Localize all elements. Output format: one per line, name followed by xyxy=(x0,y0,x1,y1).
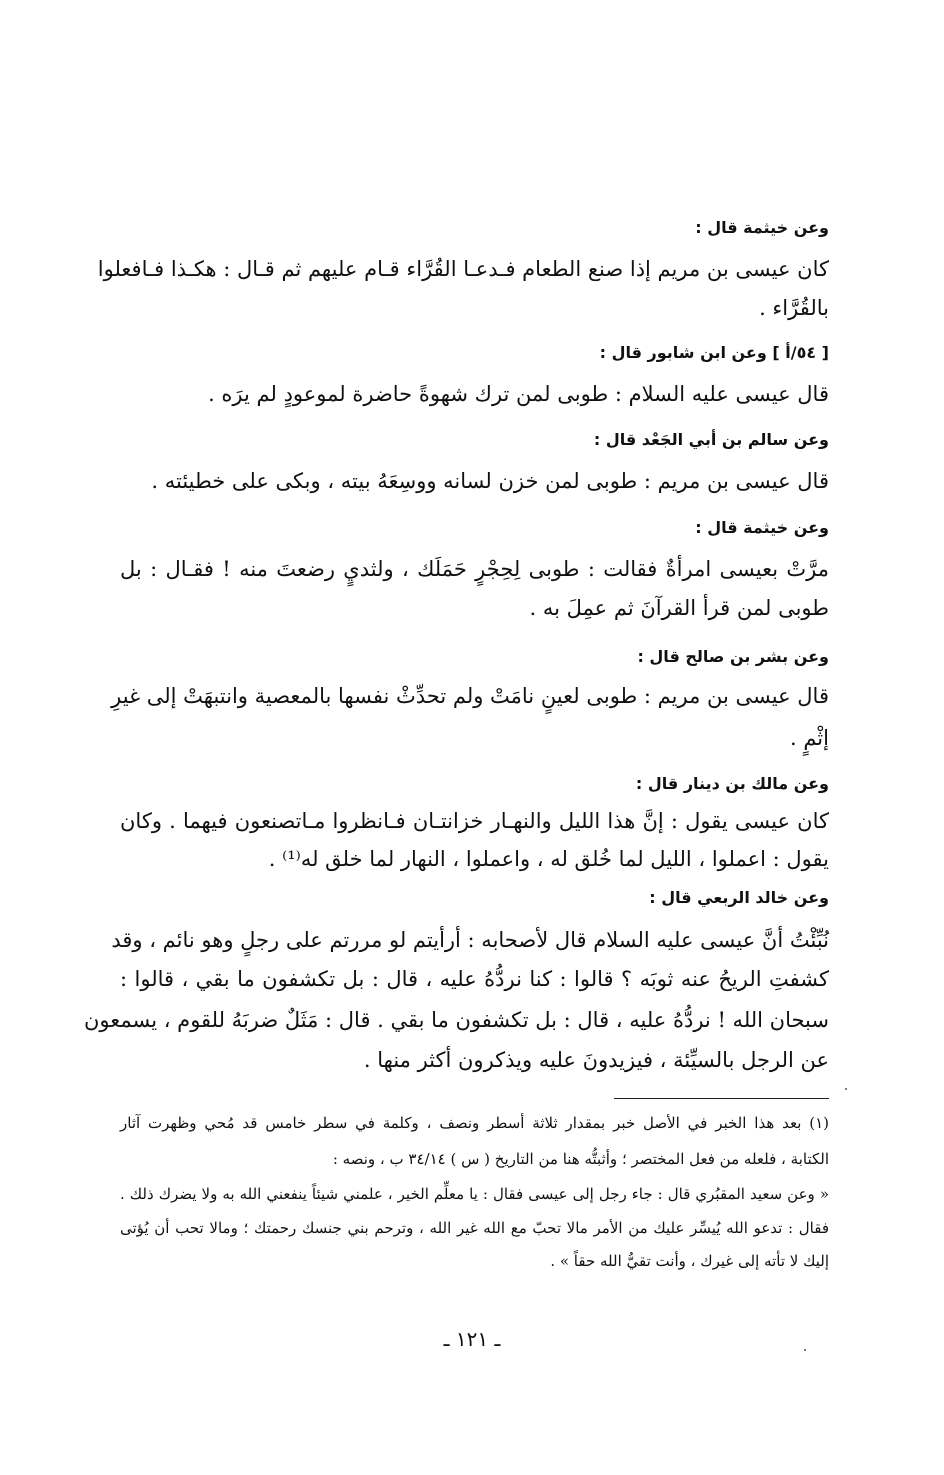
footnote-line: « وعن سعيد المقبُري قال : جاء رجل إلى عيسى فقال : يا معلِّم الخير ، علمني شيئاً ينفعني الله به ولا يضرك ذلك . xyxy=(120,1185,829,1203)
body-line: كان عيسى يقول : إنَّ هذا الليل والنهـار خزانتـان فـانظروا مـاتصنعون فيهما . وكان xyxy=(120,809,829,833)
body-line: كشفتِ الريحُ عنه ثوبَه ؟ قالوا : كنا نردُّهُ عليه ، قال : بل تكشفون ما بقي ، قالوا : xyxy=(120,967,829,991)
body-line: قال عيسى عليه السلام : طوبى لمن ترك شهوةً حاضرة لموعودٍ لم يرَه . xyxy=(208,382,829,406)
body-line: إثْمٍ . xyxy=(789,726,829,750)
footnote-line: الكتابة ، فلعله من فعل المختصر ؛ وأثبتُّه هنا من التاريخ ( س ) ٣٤/١٤ ب ، ونصه : xyxy=(332,1150,829,1168)
section-heading: وعن بشر بن صالح قال : xyxy=(637,647,829,666)
footnote-line: إليك لا تأته إلى غيرك ، وأنت تقيُّ الله حقاً » . xyxy=(550,1252,829,1270)
scan-speck xyxy=(845,1088,847,1090)
body-line: بالقُرَّاء . xyxy=(759,296,829,320)
section-heading: [ ٥٤/أ ] وعن ابن شابور قال : xyxy=(599,343,829,362)
body-line: قال عيسى بن مريم : طوبى لعينٍ نامَتْ ولم تحدِّثْ نفسها بالمعصية وانتبهَتْ إلى غيرِ xyxy=(111,684,829,708)
footnote-line: فقال : تدعو الله يُيسِّر عليك من الأمر مالا تحبّ مع الله غير الله ، وترحم بني جنسك رحمتك ؛ ومالا تحب أن يُؤتى xyxy=(120,1219,829,1237)
page-number: ـ ١٢١ ـ xyxy=(443,1327,501,1351)
footnote-line: (١) بعد هذا الخبر في الأصل خبر بمقدار ثلاثة أسطر ونصف ، وكلمة في سطر خامس قد مُحي وظهرت آثار xyxy=(120,1114,829,1132)
section-heading: وعن سالم بن أبي الجَعْد قال : xyxy=(593,430,829,449)
section-heading: وعن خالد الربعي قال : xyxy=(649,888,829,907)
section-heading: وعن خيثمة قال : xyxy=(695,518,829,537)
body-line: يقول : اعملوا ، الليل لما خُلق له ، واعملوا ، النهار لما خلق له⁽¹⁾ . xyxy=(268,847,829,871)
body-line: قال عيسى بن مريم : طوبى لمن خزن لسانه ووسِعَهُ بيته ، وبكى على خطيئته . xyxy=(151,469,829,493)
body-line: سبحان الله ! نردُّهُ عليه ، قال : بل تكشفون ما بقي . قال : مَثَلٌ ضربَهُ للقوم ، يسمعون xyxy=(83,1008,829,1032)
body-line: نُبِّئْتُ أنَّ عيسى عليه السلام قال لأصحابه : أرأيتم لو مررتم على رجلٍ وهو نائم ، وقد xyxy=(111,928,829,952)
body-line: عن الرجل بالسيِّئة ، فيزيدونَ عليه ويذكرون أكثر منها . xyxy=(363,1048,829,1072)
scan-speck xyxy=(804,1349,806,1351)
footnote-separator xyxy=(614,1098,829,1099)
body-line: طوبى لمن قرأ القرآنَ ثم عمِلَ به . xyxy=(529,596,829,620)
section-heading: وعن خيثمة قال : xyxy=(695,218,829,237)
body-line: كان عيسى بن مريم إذا صنع الطعام فـدعـا القُرَّاء قـام عليهم ثم قـال : هكـذا فـافعلوا xyxy=(97,257,829,281)
body-line: مرَّتْ بعيسى امرأةٌ فقالت : طوبى لِحِجْرٍ حَمَلَك ، ولثديٍ رضعتَ منه ! فقـال : بل xyxy=(120,557,829,581)
section-heading: وعن مالك بن دينار قال : xyxy=(635,774,829,793)
